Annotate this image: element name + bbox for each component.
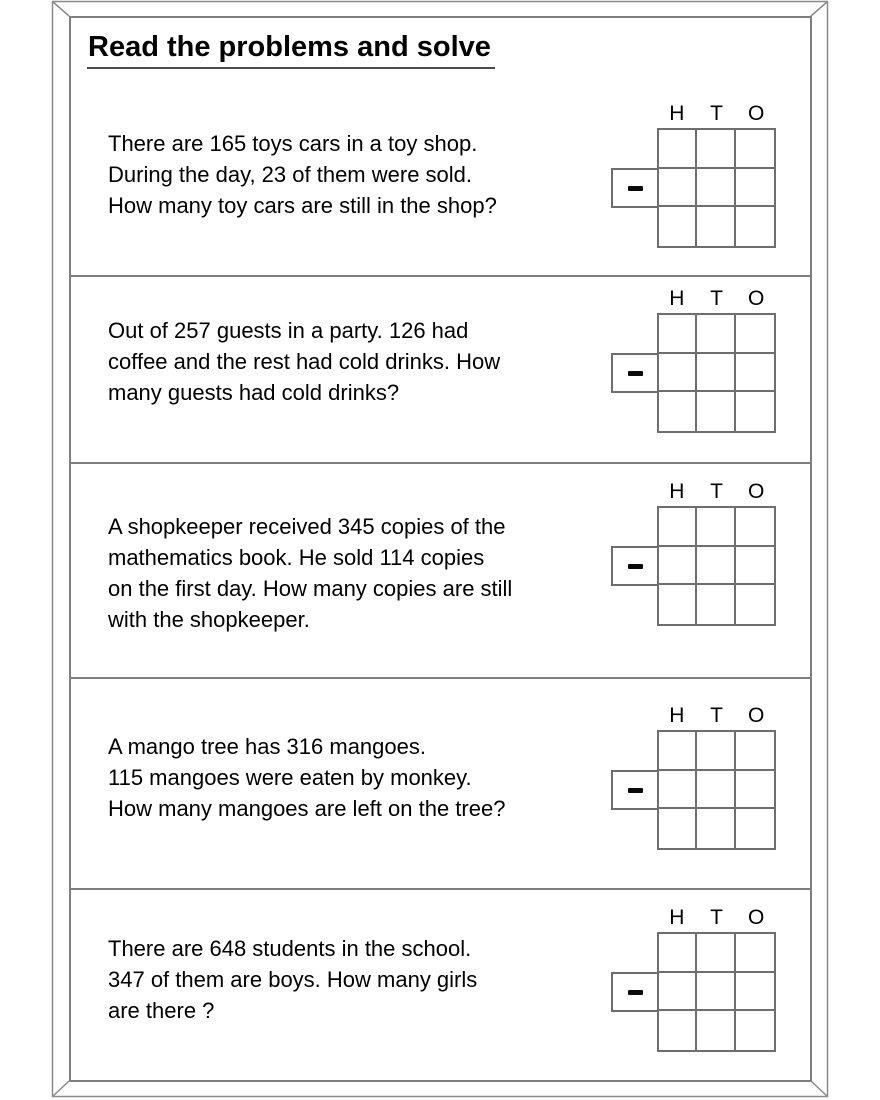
minus-icon (628, 788, 643, 793)
answer-cell[interactable] (697, 169, 735, 208)
problem-row-3 (71, 462, 810, 677)
answer-cell[interactable] (697, 207, 735, 246)
hundreds-label: H (669, 287, 685, 310)
problem-line: coffee and the rest had cold drinks. How (108, 349, 501, 374)
problem-line: There are 648 students in the school. (108, 936, 472, 961)
answer-cell[interactable] (659, 973, 697, 1012)
ones-label: O (748, 480, 765, 503)
answer-cell[interactable] (736, 547, 774, 586)
problem-row-4 (71, 677, 810, 888)
worksheet-body (69, 16, 812, 1082)
subtraction-grid-3 (611, 480, 776, 626)
problem-row-2 (71, 275, 810, 462)
answer-cell[interactable] (659, 732, 697, 771)
answer-cell[interactable] (736, 207, 774, 246)
answer-grid (657, 313, 776, 433)
minus-icon (628, 371, 643, 376)
minus-icon (628, 564, 643, 569)
problem-line: mathematics book. He sold 114 copies (108, 545, 485, 570)
answer-cell[interactable] (736, 354, 774, 393)
problem-line: 347 of them are boys. How many girls (108, 967, 478, 992)
hundreds-label: H (669, 704, 685, 727)
answer-cell[interactable] (736, 1011, 774, 1050)
answer-cell[interactable] (736, 130, 774, 169)
answer-cell[interactable] (697, 934, 735, 973)
answer-cell[interactable] (736, 809, 774, 848)
answer-cell[interactable] (659, 392, 697, 431)
answer-cell[interactable] (736, 169, 774, 208)
answer-cell[interactable] (659, 771, 697, 810)
problem-row-5 (71, 888, 810, 1080)
answer-cell[interactable] (659, 1011, 697, 1050)
answer-cell[interactable] (659, 934, 697, 973)
problem-line: on the first day. How many copies are still (108, 576, 513, 601)
problem-2-text (108, 315, 500, 408)
answer-cell[interactable] (659, 354, 697, 393)
ones-label: O (748, 906, 765, 929)
answer-cell[interactable] (659, 207, 697, 246)
answer-cell[interactable] (697, 392, 735, 431)
tens-label: T (710, 102, 723, 125)
problem-3-text (108, 511, 512, 635)
tens-label: T (710, 480, 723, 503)
minus-operator-box (611, 353, 657, 393)
problem-row-1 (71, 18, 810, 275)
problem-line: are there ? (108, 998, 215, 1023)
place-value-headers (657, 906, 776, 932)
answer-grid (657, 932, 776, 1052)
answer-cell[interactable] (736, 585, 774, 624)
answer-cell[interactable] (659, 169, 697, 208)
problem-line: A shopkeeper received 345 copies of the (108, 514, 506, 539)
tens-label: T (710, 906, 723, 929)
answer-cell[interactable] (736, 771, 774, 810)
answer-cell[interactable] (659, 809, 697, 848)
answer-cell[interactable] (659, 508, 697, 547)
answer-cell[interactable] (697, 732, 735, 771)
hundreds-label: H (669, 480, 685, 503)
tens-label: T (710, 287, 723, 310)
ones-label: O (748, 102, 765, 125)
place-value-headers (657, 704, 776, 730)
subtraction-grid-5 (611, 906, 776, 1052)
answer-cell[interactable] (736, 508, 774, 547)
answer-grid (657, 128, 776, 248)
hundreds-label: H (669, 906, 685, 929)
answer-cell[interactable] (736, 732, 774, 771)
minus-operator-box (611, 168, 657, 208)
answer-cell[interactable] (697, 547, 735, 586)
problem-line: Out of 257 guests in a party. 126 had (108, 318, 469, 343)
minus-icon (628, 990, 643, 995)
minus-operator-box (611, 972, 657, 1012)
answer-cell[interactable] (697, 771, 735, 810)
tens-label: T (710, 704, 723, 727)
subtraction-grid-4 (611, 704, 776, 850)
ones-label: O (748, 287, 765, 310)
answer-cell[interactable] (736, 392, 774, 431)
answer-grid (657, 730, 776, 850)
subtraction-grid-2 (611, 287, 776, 433)
ones-label: O (748, 704, 765, 727)
problem-line: 115 mangoes were eaten by monkey. (108, 765, 472, 790)
problem-line: How many mangoes are left on the tree? (108, 796, 506, 821)
place-value-headers (657, 287, 776, 313)
problem-line: many guests had cold drinks? (108, 380, 400, 405)
answer-cell[interactable] (736, 934, 774, 973)
place-value-headers (657, 102, 776, 128)
answer-cell[interactable] (659, 547, 697, 586)
answer-cell[interactable] (659, 315, 697, 354)
subtraction-grid-1 (611, 102, 776, 248)
minus-operator-box (611, 770, 657, 810)
problem-4-text (108, 731, 505, 824)
answer-cell[interactable] (697, 508, 735, 547)
hundreds-label: H (669, 102, 685, 125)
problem-line: A mango tree has 316 mangoes. (108, 734, 426, 759)
answer-cell[interactable] (697, 315, 735, 354)
answer-cell[interactable] (659, 585, 697, 624)
page-title: Read the problems and solve (87, 30, 495, 69)
problem-line: with the shopkeeper. (108, 607, 310, 632)
answer-cell[interactable] (697, 585, 735, 624)
problem-line: During the day, 23 of them were sold. (108, 162, 473, 187)
answer-cell[interactable] (736, 315, 774, 354)
answer-cell[interactable] (697, 1011, 735, 1050)
problem-1-text (108, 128, 497, 221)
answer-grid (657, 506, 776, 626)
minus-operator-box (611, 546, 657, 586)
place-value-headers (657, 480, 776, 506)
answer-cell[interactable] (697, 809, 735, 848)
minus-icon (628, 186, 643, 191)
problem-line: There are 165 toys cars in a toy shop. (108, 131, 478, 156)
answer-cell[interactable] (697, 354, 735, 393)
answer-cell[interactable] (659, 130, 697, 169)
problem-5-text (108, 933, 477, 1026)
answer-cell[interactable] (697, 973, 735, 1012)
problem-line: How many toy cars are still in the shop? (108, 193, 497, 218)
answer-cell[interactable] (697, 130, 735, 169)
answer-cell[interactable] (736, 973, 774, 1012)
